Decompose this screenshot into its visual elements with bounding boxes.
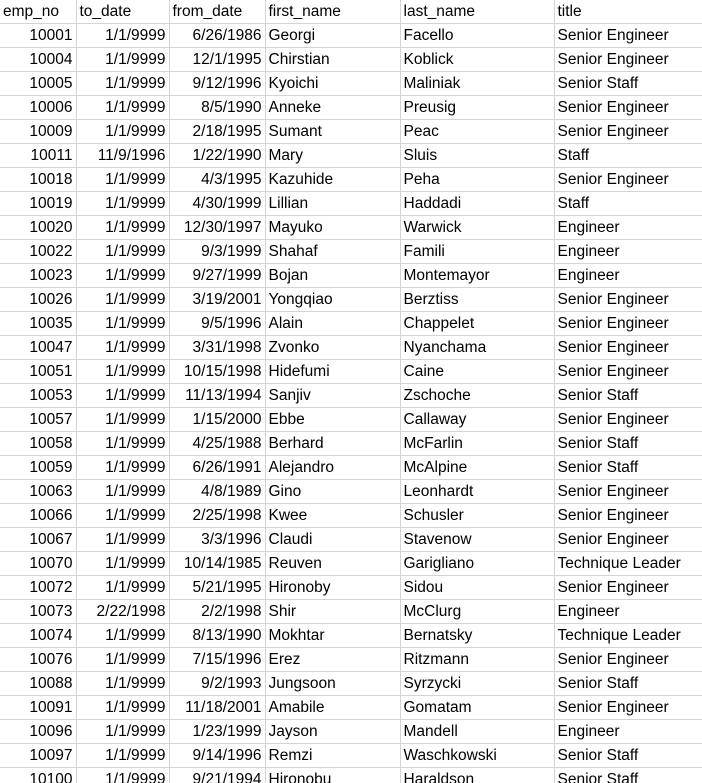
cell-first-name[interactable]: Mayuko	[265, 216, 400, 240]
cell-last-name[interactable]: Peha	[400, 168, 554, 192]
cell-first-name[interactable]: Amabile	[265, 696, 400, 720]
cell-first-name[interactable]: Sumant	[265, 120, 400, 144]
cell-last-name[interactable]: McAlpine	[400, 456, 554, 480]
cell-emp-no[interactable]: 10073	[0, 600, 76, 624]
cell-title[interactable]: Senior Engineer	[554, 480, 702, 504]
cell-last-name[interactable]: Schusler	[400, 504, 554, 528]
cell-to-date[interactable]: 1/1/9999	[76, 336, 169, 360]
table-row	[0, 624, 702, 648]
cell-from-date[interactable]: 2/25/1998	[169, 504, 265, 528]
cell-last-name[interactable]: Chappelet	[400, 312, 554, 336]
cell-emp-no[interactable]: 10023	[0, 264, 76, 288]
cell-first-name[interactable]: Jayson	[265, 720, 400, 744]
cell-title[interactable]: Senior Staff	[554, 72, 702, 96]
table-row	[0, 24, 702, 48]
cell-emp-no[interactable]: 10063	[0, 480, 76, 504]
cell-last-name[interactable]: Sidou	[400, 576, 554, 600]
cell-title[interactable]: Staff	[554, 192, 702, 216]
cell-title[interactable]: Technique Leader	[554, 552, 702, 576]
cell-title[interactable]: Senior Engineer	[554, 96, 702, 120]
cell-from-date[interactable]: 2/18/1995	[169, 120, 265, 144]
cell-title[interactable]: Engineer	[554, 264, 702, 288]
cell-last-name[interactable]: Waschkowski	[400, 744, 554, 768]
cell-from-date[interactable]: 9/2/1993	[169, 672, 265, 696]
table-row	[0, 264, 702, 288]
cell-emp-no[interactable]: 10091	[0, 696, 76, 720]
cell-to-date[interactable]: 1/1/9999	[76, 192, 169, 216]
cell-emp-no[interactable]: 10074	[0, 624, 76, 648]
cell-to-date[interactable]: 1/1/9999	[76, 120, 169, 144]
cell-to-date[interactable]: 1/1/9999	[76, 576, 169, 600]
cell-title[interactable]: Technique Leader	[554, 624, 702, 648]
cell-last-name[interactable]: Sluis	[400, 144, 554, 168]
table-row	[0, 216, 702, 240]
cell-title[interactable]: Senior Engineer	[554, 24, 702, 48]
cell-last-name[interactable]: Montemayor	[400, 264, 554, 288]
cell-last-name[interactable]: Ritzmann	[400, 648, 554, 672]
cell-to-date[interactable]: 1/1/9999	[76, 768, 169, 783]
cell-from-date[interactable]: 9/12/1996	[169, 72, 265, 96]
cell-emp-no[interactable]: 10053	[0, 384, 76, 408]
cell-to-date[interactable]: 1/1/9999	[76, 264, 169, 288]
cell-from-date[interactable]: 9/27/1999	[169, 264, 265, 288]
cell-to-date[interactable]: 1/1/9999	[76, 648, 169, 672]
cell-last-name[interactable]: Facello	[400, 24, 554, 48]
header-cell-from-date[interactable]: from_date	[169, 0, 265, 24]
cell-title[interactable]: Senior Staff	[554, 744, 702, 768]
table-row	[0, 240, 702, 264]
table-row	[0, 72, 702, 96]
cell-title[interactable]: Senior Engineer	[554, 288, 702, 312]
table-row	[0, 480, 702, 504]
table-row	[0, 360, 702, 384]
cell-last-name[interactable]: Caine	[400, 360, 554, 384]
cell-last-name[interactable]: McFarlin	[400, 432, 554, 456]
cell-title[interactable]: Senior Engineer	[554, 696, 702, 720]
table-row	[0, 600, 702, 624]
cell-emp-no[interactable]: 10076	[0, 648, 76, 672]
header-cell-to-date[interactable]: to_date	[76, 0, 169, 24]
cell-emp-no[interactable]: 10067	[0, 528, 76, 552]
cell-first-name[interactable]: Jungsoon	[265, 672, 400, 696]
cell-title[interactable]: Senior Staff	[554, 432, 702, 456]
cell-to-date[interactable]: 1/1/9999	[76, 48, 169, 72]
table-row	[0, 96, 702, 120]
table-row	[0, 168, 702, 192]
cell-first-name[interactable]: Mokhtar	[265, 624, 400, 648]
cell-title[interactable]: Senior Engineer	[554, 360, 702, 384]
cell-to-date[interactable]: 1/1/9999	[76, 672, 169, 696]
cell-last-name[interactable]: Haddadi	[400, 192, 554, 216]
table-row	[0, 192, 702, 216]
cell-emp-no[interactable]: 10004	[0, 48, 76, 72]
cell-first-name[interactable]: Alejandro	[265, 456, 400, 480]
cell-emp-no[interactable]: 10009	[0, 120, 76, 144]
cell-emp-no[interactable]: 10035	[0, 312, 76, 336]
cell-to-date[interactable]: 11/9/1996	[76, 144, 169, 168]
cell-emp-no[interactable]: 10051	[0, 360, 76, 384]
cell-from-date[interactable]: 11/18/2001	[169, 696, 265, 720]
cell-first-name[interactable]: Shir	[265, 600, 400, 624]
table-row	[0, 120, 702, 144]
cell-last-name[interactable]: Koblick	[400, 48, 554, 72]
cell-title[interactable]: Engineer	[554, 216, 702, 240]
cell-from-date[interactable]: 6/26/1991	[169, 456, 265, 480]
cell-from-date[interactable]: 4/25/1988	[169, 432, 265, 456]
cell-first-name[interactable]: Yongqiao	[265, 288, 400, 312]
cell-last-name[interactable]: Syrzycki	[400, 672, 554, 696]
cell-emp-no[interactable]: 10072	[0, 576, 76, 600]
cell-from-date[interactable]: 3/19/2001	[169, 288, 265, 312]
cell-first-name[interactable]: Reuven	[265, 552, 400, 576]
cell-to-date[interactable]: 1/1/9999	[76, 456, 169, 480]
cell-to-date[interactable]: 1/1/9999	[76, 240, 169, 264]
cell-first-name[interactable]: Zvonko	[265, 336, 400, 360]
table-row	[0, 720, 702, 744]
cell-emp-no[interactable]: 10047	[0, 336, 76, 360]
header-cell-first-name[interactable]: first_name	[265, 0, 400, 24]
cell-to-date[interactable]: 1/1/9999	[76, 288, 169, 312]
cell-to-date[interactable]: 1/1/9999	[76, 168, 169, 192]
cell-to-date[interactable]: 1/1/9999	[76, 504, 169, 528]
cell-from-date[interactable]: 11/13/1994	[169, 384, 265, 408]
cell-emp-no[interactable]: 10020	[0, 216, 76, 240]
cell-from-date[interactable]: 8/5/1990	[169, 96, 265, 120]
cell-emp-no[interactable]: 10070	[0, 552, 76, 576]
cell-from-date[interactable]: 9/5/1996	[169, 312, 265, 336]
cell-first-name[interactable]: Sanjiv	[265, 384, 400, 408]
cell-title[interactable]: Senior Engineer	[554, 312, 702, 336]
cell-first-name[interactable]: Gino	[265, 480, 400, 504]
cell-emp-no[interactable]: 10096	[0, 720, 76, 744]
cell-to-date[interactable]: 1/1/9999	[76, 432, 169, 456]
cell-title[interactable]: Senior Engineer	[554, 168, 702, 192]
cell-last-name[interactable]: Maliniak	[400, 72, 554, 96]
cell-last-name[interactable]: Preusig	[400, 96, 554, 120]
cell-first-name[interactable]: Shahaf	[265, 240, 400, 264]
cell-to-date[interactable]: 1/1/9999	[76, 384, 169, 408]
cell-from-date[interactable]: 4/30/1999	[169, 192, 265, 216]
cell-from-date[interactable]: 10/15/1998	[169, 360, 265, 384]
cell-last-name[interactable]: Mandell	[400, 720, 554, 744]
cell-emp-no[interactable]: 10057	[0, 408, 76, 432]
cell-from-date[interactable]: 9/21/1994	[169, 768, 265, 783]
cell-to-date[interactable]: 1/1/9999	[76, 720, 169, 744]
cell-emp-no[interactable]: 10100	[0, 768, 76, 783]
cell-from-date[interactable]: 2/2/1998	[169, 600, 265, 624]
cell-title[interactable]: Senior Staff	[554, 384, 702, 408]
cell-from-date[interactable]: 10/14/1985	[169, 552, 265, 576]
cell-to-date[interactable]: 1/1/9999	[76, 552, 169, 576]
cell-emp-no[interactable]: 10097	[0, 744, 76, 768]
table-row	[0, 336, 702, 360]
table-row	[0, 672, 702, 696]
table-row	[0, 552, 702, 576]
cell-title[interactable]: Senior Engineer	[554, 408, 702, 432]
cell-first-name[interactable]: Chirstian	[265, 48, 400, 72]
cell-from-date[interactable]: 1/23/1999	[169, 720, 265, 744]
cell-to-date[interactable]: 1/1/9999	[76, 480, 169, 504]
cell-to-date[interactable]: 1/1/9999	[76, 408, 169, 432]
cell-from-date[interactable]: 9/14/1996	[169, 744, 265, 768]
cell-emp-no[interactable]: 10019	[0, 192, 76, 216]
cell-title[interactable]: Engineer	[554, 600, 702, 624]
cell-to-date[interactable]: 1/1/9999	[76, 72, 169, 96]
cell-from-date[interactable]: 9/3/1999	[169, 240, 265, 264]
cell-from-date[interactable]: 4/8/1989	[169, 480, 265, 504]
cell-emp-no[interactable]: 10018	[0, 168, 76, 192]
table-row	[0, 576, 702, 600]
cell-last-name[interactable]: Bernatsky	[400, 624, 554, 648]
table-row	[0, 432, 702, 456]
cell-last-name[interactable]: Garigliano	[400, 552, 554, 576]
cell-title[interactable]: Senior Staff	[554, 768, 702, 783]
cell-emp-no[interactable]: 10059	[0, 456, 76, 480]
cell-first-name[interactable]: Berhard	[265, 432, 400, 456]
cell-from-date[interactable]: 7/15/1996	[169, 648, 265, 672]
cell-emp-no[interactable]: 10088	[0, 672, 76, 696]
cell-from-date[interactable]: 3/3/1996	[169, 528, 265, 552]
table-row	[0, 768, 702, 783]
cell-last-name[interactable]: Nyanchama	[400, 336, 554, 360]
cell-first-name[interactable]: Lillian	[265, 192, 400, 216]
cell-title[interactable]: Senior Engineer	[554, 528, 702, 552]
cell-from-date[interactable]: 6/26/1986	[169, 24, 265, 48]
table-row	[0, 744, 702, 768]
cell-last-name[interactable]: Leonhardt	[400, 480, 554, 504]
cell-first-name[interactable]: Claudi	[265, 528, 400, 552]
table-row	[0, 288, 702, 312]
cell-last-name[interactable]: Zschoche	[400, 384, 554, 408]
cell-last-name[interactable]: Famili	[400, 240, 554, 264]
cell-to-date[interactable]: 1/1/9999	[76, 360, 169, 384]
header-cell-emp-no[interactable]: emp_no	[0, 0, 76, 24]
cell-emp-no[interactable]: 10066	[0, 504, 76, 528]
cell-first-name[interactable]: Kyoichi	[265, 72, 400, 96]
cell-to-date[interactable]: 1/1/9999	[76, 528, 169, 552]
cell-to-date[interactable]: 1/1/9999	[76, 312, 169, 336]
cell-first-name[interactable]: Kwee	[265, 504, 400, 528]
cell-emp-no[interactable]: 10022	[0, 240, 76, 264]
cell-first-name[interactable]: Hironobu	[265, 768, 400, 783]
cell-title[interactable]: Senior Engineer	[554, 576, 702, 600]
table-row	[0, 456, 702, 480]
cell-last-name[interactable]: Berztiss	[400, 288, 554, 312]
header-cell-last-name[interactable]: last_name	[400, 0, 554, 24]
cell-title[interactable]: Senior Staff	[554, 456, 702, 480]
cell-title[interactable]: Senior Engineer	[554, 504, 702, 528]
cell-to-date[interactable]: 2/22/1998	[76, 600, 169, 624]
cell-first-name[interactable]: Erez	[265, 648, 400, 672]
cell-from-date[interactable]: 4/3/1995	[169, 168, 265, 192]
table-row	[0, 648, 702, 672]
table-row	[0, 312, 702, 336]
table-row	[0, 696, 702, 720]
cell-last-name[interactable]: Stavenow	[400, 528, 554, 552]
cell-from-date[interactable]: 12/1/1995	[169, 48, 265, 72]
cell-first-name[interactable]: Alain	[265, 312, 400, 336]
header-row	[0, 0, 702, 24]
cell-emp-no[interactable]: 10005	[0, 72, 76, 96]
cell-emp-no[interactable]: 10058	[0, 432, 76, 456]
table-row	[0, 384, 702, 408]
cell-emp-no[interactable]: 10006	[0, 96, 76, 120]
cell-first-name[interactable]: Mary	[265, 144, 400, 168]
cell-from-date[interactable]: 5/21/1995	[169, 576, 265, 600]
cell-title[interactable]: Engineer	[554, 720, 702, 744]
cell-to-date[interactable]: 1/1/9999	[76, 744, 169, 768]
cell-title[interactable]: Senior Staff	[554, 672, 702, 696]
cell-title[interactable]: Senior Engineer	[554, 336, 702, 360]
cell-from-date[interactable]: 1/15/2000	[169, 408, 265, 432]
header-cell-title[interactable]: title	[554, 0, 702, 24]
table-row	[0, 528, 702, 552]
cell-from-date[interactable]: 12/30/1997	[169, 216, 265, 240]
table-row	[0, 48, 702, 72]
cell-title[interactable]: Senior Engineer	[554, 48, 702, 72]
table-row	[0, 504, 702, 528]
cell-emp-no[interactable]: 10001	[0, 24, 76, 48]
cell-first-name[interactable]: Remzi	[265, 744, 400, 768]
cell-from-date[interactable]: 3/31/1998	[169, 336, 265, 360]
cell-title[interactable]: Senior Engineer	[554, 648, 702, 672]
cell-last-name[interactable]: Callaway	[400, 408, 554, 432]
cell-to-date[interactable]: 1/1/9999	[76, 624, 169, 648]
cell-to-date[interactable]: 1/1/9999	[76, 696, 169, 720]
cell-first-name[interactable]: Ebbe	[265, 408, 400, 432]
cell-last-name[interactable]: Warwick	[400, 216, 554, 240]
cell-emp-no[interactable]: 10011	[0, 144, 76, 168]
table-row	[0, 144, 702, 168]
cell-title[interactable]: Senior Engineer	[554, 120, 702, 144]
cell-first-name[interactable]: Hironoby	[265, 576, 400, 600]
cell-to-date[interactable]: 1/1/9999	[76, 96, 169, 120]
cell-from-date[interactable]: 8/13/1990	[169, 624, 265, 648]
cell-last-name[interactable]: Gomatam	[400, 696, 554, 720]
cell-last-name[interactable]: Haraldson	[400, 768, 554, 783]
cell-first-name[interactable]: Georgi	[265, 24, 400, 48]
cell-from-date[interactable]: 1/22/1990	[169, 144, 265, 168]
cell-last-name[interactable]: McClurg	[400, 600, 554, 624]
cell-to-date[interactable]: 1/1/9999	[76, 24, 169, 48]
table-row	[0, 408, 702, 432]
cell-first-name[interactable]: Kazuhide	[265, 168, 400, 192]
cell-first-name[interactable]: Anneke	[265, 96, 400, 120]
cell-last-name[interactable]: Peac	[400, 120, 554, 144]
cell-first-name[interactable]: Hidefumi	[265, 360, 400, 384]
cell-title[interactable]: Staff	[554, 144, 702, 168]
cell-title[interactable]: Engineer	[554, 240, 702, 264]
cell-to-date[interactable]: 1/1/9999	[76, 216, 169, 240]
cell-first-name[interactable]: Bojan	[265, 264, 400, 288]
cell-emp-no[interactable]: 10026	[0, 288, 76, 312]
